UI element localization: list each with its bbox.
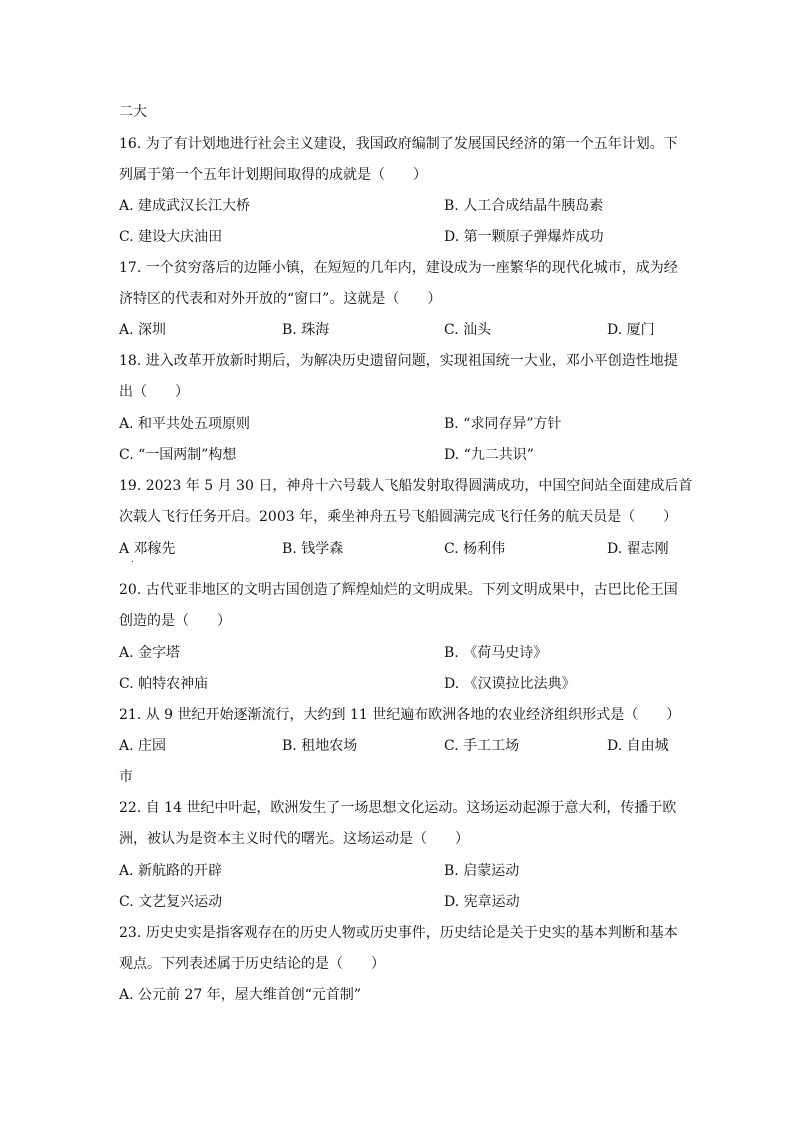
question-16-line-1: 16. 为了有计划地进行社会主义建设，我国政府编制了发展国民经济的第一个五年计划。下 — [119, 136, 678, 152]
question-18-option-a[interactable]: A. 和平共处五项原则 — [119, 416, 251, 432]
question-22-option-a[interactable]: A. 新航路的开辟 — [119, 863, 223, 879]
question-19-option-c[interactable]: C. 杨利伟 — [444, 541, 506, 557]
question-20-line-1: 20. 古代亚非地区的文明古国创造了辉煌灿烂的文明成果。下列文明成果中，古巴比伦王国 — [119, 582, 678, 598]
question-19-option-d[interactable]: D. 翟志刚 — [607, 541, 669, 557]
question-16-line-2: 列属于第一个五年计划期间取得的成就是（ ） — [119, 167, 427, 183]
fragment-text: 二大 — [119, 104, 147, 120]
question-16-option-c[interactable]: C. 建设大庆油田 — [119, 229, 223, 245]
question-16-option-d[interactable]: D. 第一颗原子弹爆炸成功 — [444, 229, 604, 245]
question-20-option-a[interactable]: A. 金字塔 — [119, 645, 181, 661]
question-21-option-d-wrap: 市 — [119, 769, 133, 785]
question-22-line-1: 22. 自 14 世纪中叶起，欧洲发生了一场思想文化运动。这场运动起源于意大利，传播于欧 — [119, 800, 677, 816]
question-17-line-1: 17. 一个贫穷落后的边陲小镇，在短短的几年内，建设成为一座繁华的现代化城市，成为经 — [119, 260, 678, 276]
question-18-option-d[interactable]: D. “九二共识” — [444, 447, 534, 463]
question-17-line-2: 济特区的代表和对外开放的“窗口”。这就是（ ） — [119, 291, 442, 307]
question-23-line-2: 观点。下列表述属于历史结论的是（ ） — [119, 956, 385, 972]
question-21-option-c[interactable]: C. 手工工场 — [444, 738, 520, 754]
question-16-option-a[interactable]: A. 建成武汉长江大桥 — [119, 198, 251, 214]
question-22-line-2: 洲，被认为是资本主义时代的曙光。这场运动是（ ） — [119, 831, 469, 847]
question-23-option-a[interactable]: A. 公元前 27 年，屋大维首创“元首制” — [119, 987, 362, 1003]
stray-dot-mark: · — [131, 557, 135, 568]
question-20-option-b[interactable]: B. 《荷马史诗》 — [444, 645, 548, 661]
question-17-option-a[interactable]: A. 深圳 — [119, 322, 167, 338]
question-21-option-d[interactable]: D. 自由城 — [607, 738, 669, 754]
question-20-option-d[interactable]: D. 《汉谟拉比法典》 — [444, 676, 576, 692]
question-22-option-b[interactable]: B. 启蒙运动 — [444, 863, 520, 879]
question-19-line-1: 19. 2023 年 5 月 30 日，神舟十六号载人飞船发射取得圆满成功，中国空间站全面建成后首 — [119, 478, 693, 494]
question-23-line-1: 23. 历史史实是指客观存在的历史人物或历史事件，历史结论是关于史实的基本判断和基本 — [119, 925, 678, 941]
question-17-option-d[interactable]: D. 厦门 — [607, 322, 655, 338]
question-20-option-c[interactable]: C. 帕特农神庙 — [119, 676, 209, 692]
question-17-option-b[interactable]: B. 珠海 — [282, 322, 330, 338]
question-22-option-d[interactable]: D. 宪章运动 — [444, 894, 520, 910]
question-19-line-2: 次载人飞行任务开启。2003 年，乘坐神舟五号飞船圆满完成飞行任务的航天员是（ ） — [119, 509, 678, 525]
question-19-option-b[interactable]: B. 钱学森 — [282, 541, 344, 557]
question-18-line-1: 18. 进入改革开放新时期后，为解决历史遗留问题，实现祖国统一大业，邓小平创造性地提 — [119, 353, 678, 369]
question-18-line-2: 出（ ） — [119, 384, 189, 400]
question-21-line-1: 21. 从 9 世纪开始逐渐流行，大约到 11 世纪遍布欧洲各地的农业经济组织形式是（ ） — [119, 707, 681, 723]
question-17-option-c[interactable]: C. 汕头 — [444, 322, 492, 338]
question-20-line-2: 创造的是（ ） — [119, 613, 231, 629]
question-18-option-c[interactable]: C. “一国两制”构想 — [119, 447, 237, 463]
question-21-option-a[interactable]: A. 庄园 — [119, 738, 167, 754]
question-21-option-b[interactable]: B. 租地农场 — [282, 738, 358, 754]
question-16-option-b[interactable]: B. 人工合成结晶牛胰岛素 — [444, 198, 604, 214]
question-22-option-c[interactable]: C. 文艺复兴运动 — [119, 894, 223, 910]
question-18-option-b[interactable]: B. “求同存异”方针 — [444, 416, 562, 432]
question-19-option-a[interactable]: A 邓稼先 — [119, 541, 176, 557]
